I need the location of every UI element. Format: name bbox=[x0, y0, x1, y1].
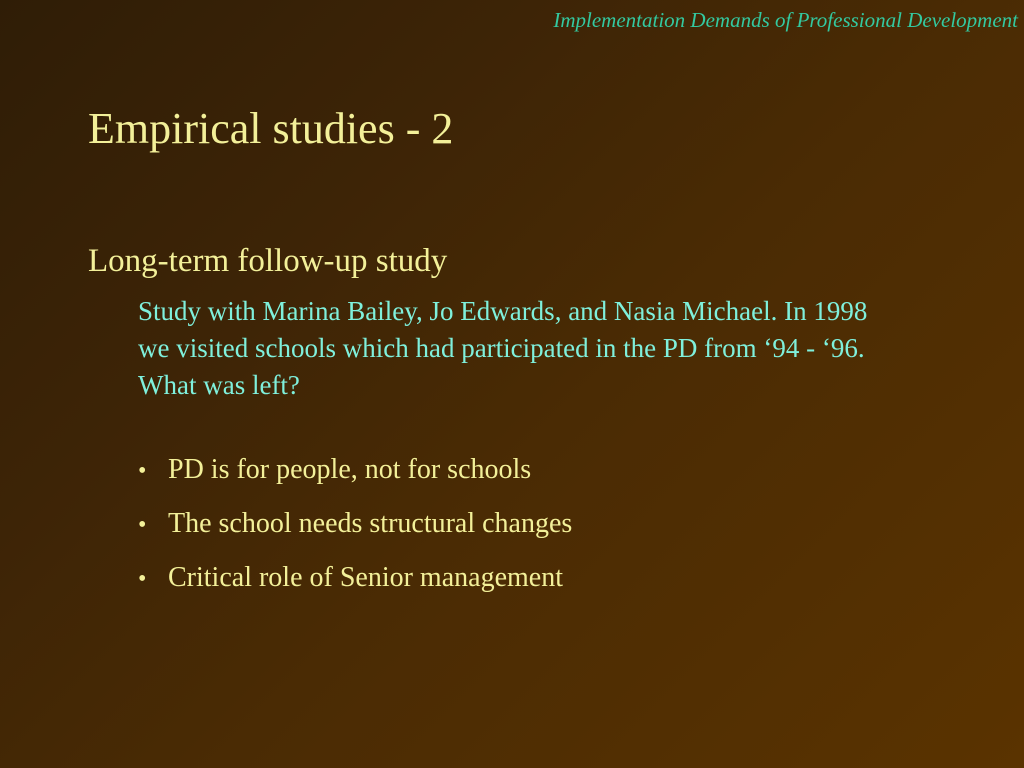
slide-title: Empirical studies - 2 bbox=[88, 104, 454, 153]
bullet-text: Critical role of Senior management bbox=[168, 562, 563, 593]
bullet-item bbox=[138, 556, 572, 601]
bullet-text: The school needs structural changes bbox=[168, 508, 573, 539]
bullet-icon: • bbox=[138, 512, 147, 538]
bullet-icon: • bbox=[138, 566, 147, 592]
bullet-icon: • bbox=[138, 458, 147, 484]
bullet-text: PD is for people, not for schools bbox=[168, 454, 532, 485]
bullet-item bbox=[138, 448, 572, 493]
bullet-item bbox=[138, 502, 572, 547]
bullet-list bbox=[138, 448, 572, 610]
header-note: Implementation Demands of Professional Development bbox=[553, 8, 1018, 32]
slide-body-text: Study with Marina Bailey, Jo Edwards, and Nasia Michael. In 1998 we visited schools which had participated in the PD from ‘94 - ‘96. What was left? bbox=[138, 296, 868, 400]
slide-subtitle: Long-term follow-up study bbox=[88, 243, 448, 279]
